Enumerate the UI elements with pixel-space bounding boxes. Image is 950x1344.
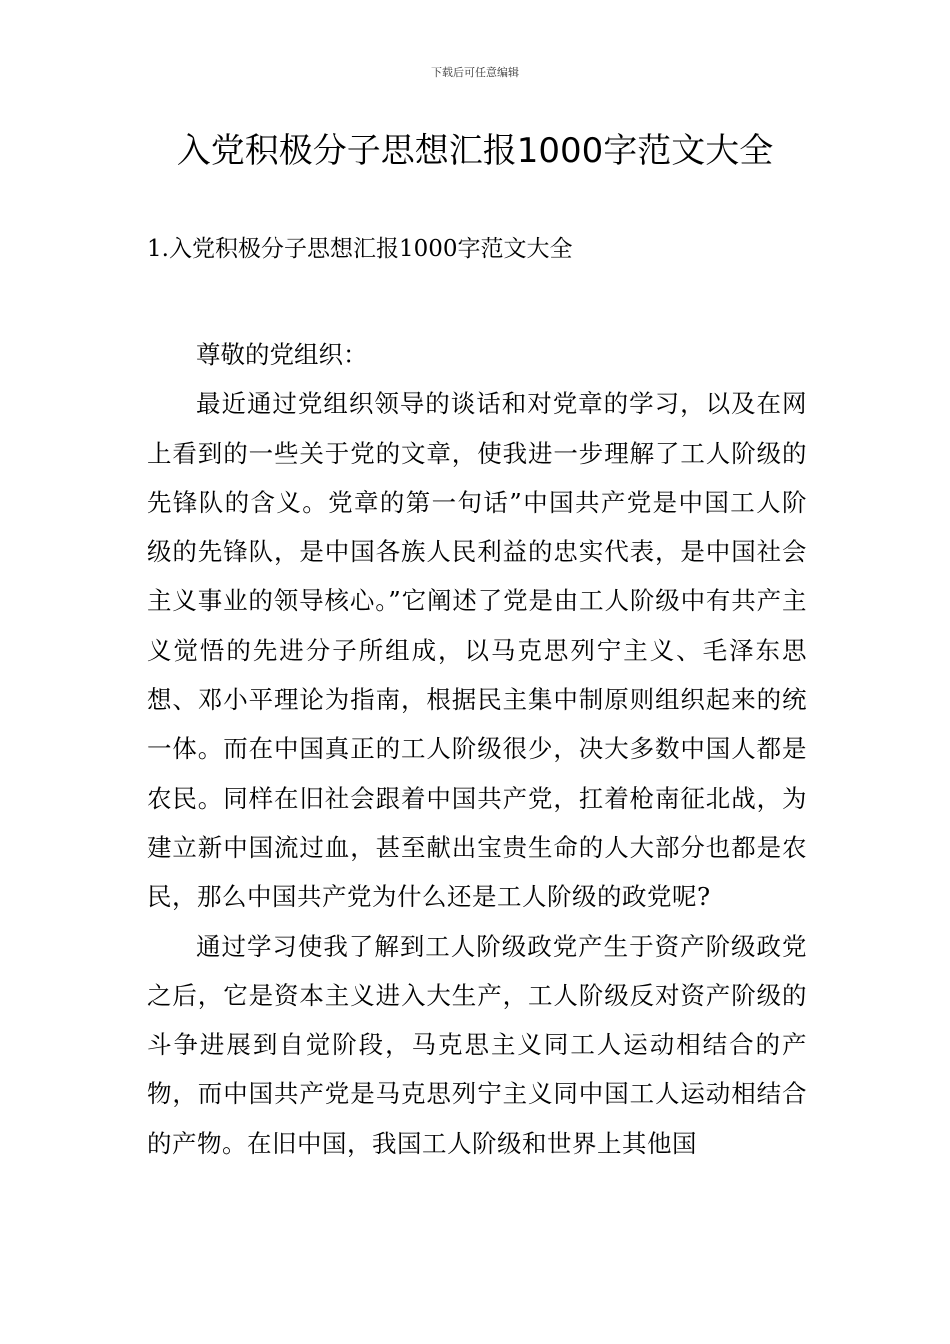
body-paragraph-1: 最近通过党组织领导的谈话和对党章的学习，以及在网上看到的一些关于党的文章，使我进一步理解了工人阶级的先锋队的含义。党章的第一句话”中国共产党是中国工人阶级的先锋队，是中国各族人民利益的忠实代表，是中国社会主义事业的领导核心。”它阐述了党是由工人阶级中有共产主义觉悟的先进分子所组成，以马克思列宁主义、毛泽东思想、邓小平理论为指南，根据民主集中制原则组织起来的统一体。而在中国真正的工人阶级很少，决大多数中国人都是农民。同样在旧社会跟着中国共产党，扛着枪南征北战，为建立新中国流过血，甚至献出宝贵生命的人大部分也都是农民，那么中国共产党为什么还是工人阶级的政党呢? <box>147 389 807 912</box>
document-title: 入党积极分子思想汇报1000字范文大全 <box>176 131 774 171</box>
document-body <box>147 330 807 1168</box>
salutation: 尊敬的党组织： <box>196 340 368 369</box>
section-heading: 1.入党积极分子思想汇报1000字范文大全 <box>147 236 573 262</box>
body-paragraph-2: 通过学习使我了解到工人阶级政党产生于资产阶级政党之后，它是资本主义进入大生产，工人阶级反对资产阶级的斗争进展到自觉阶段，马克思主义同工人运动相结合的产物，而中国共产党是马克思列宁主义同中国工人运动相结合的产物。在旧中国，我国工人阶级和世界上其他国 <box>147 931 807 1158</box>
header-note: 下载后可任意编辑 <box>431 66 519 79</box>
